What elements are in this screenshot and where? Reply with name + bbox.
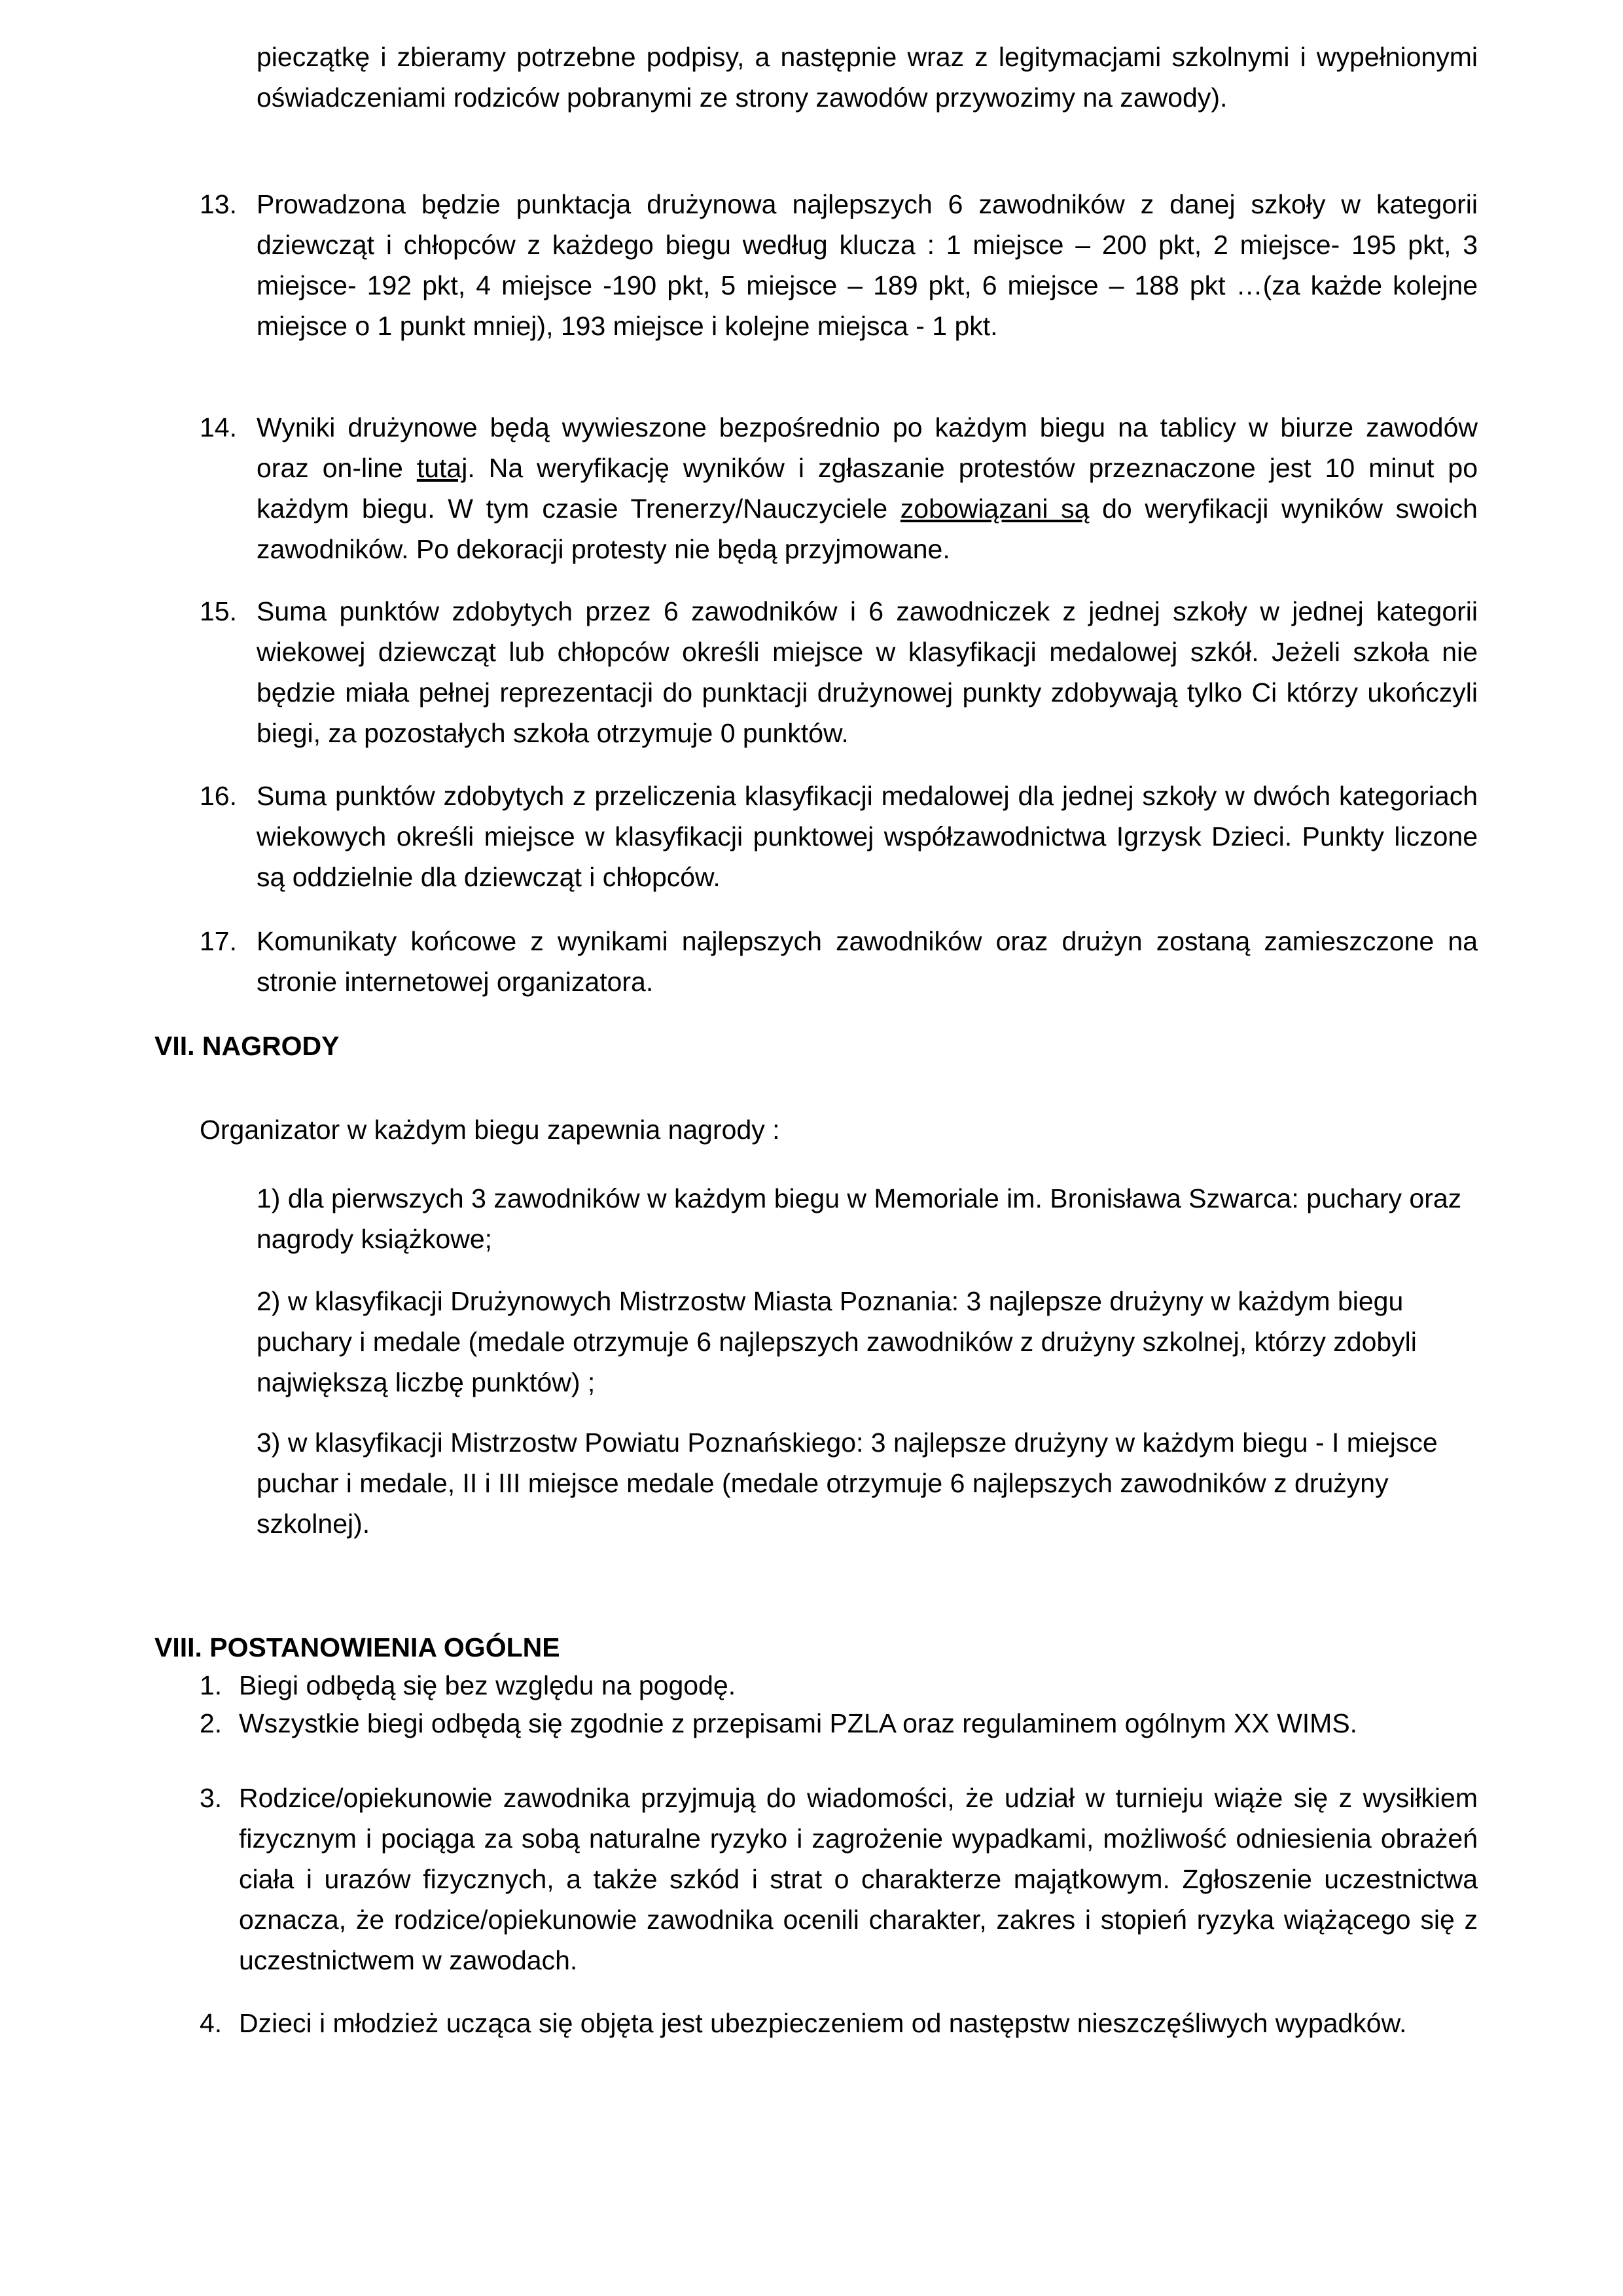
point-14: [200, 407, 1478, 569]
award-item-1: 1) dla pierwszych 3 zawodników w każdym biegu w Memoriale im. Bronisława Szwarca: puchary oraz nagrody książkowe;: [257, 1183, 1462, 1254]
point-15: [200, 591, 1478, 753]
point-17: [200, 921, 1478, 1002]
provision-text: Wszystkie biegi odbędą się zgodnie z przepisami PZLA oraz regulaminem ogólnym XX WIMS.: [239, 1708, 1358, 1738]
point-number: 13.: [200, 189, 237, 219]
provision-text: Rodzice/opiekunowie zawodnika przyjmują do wiadomości, że udział w turnieju wiąże się z wysiłkiem fizycznym i pociąga za sobą naturalne ryzyko i zagrożenie wypadkami, możliwość odniesienia obrażeń ciała i urazów fizycznych, a także szkód i strat o charakterze majątkowym. Zgłoszenie uczestnictwa oznacza, że rodzice/opiekunowie zawodnika ocenili charakter, zakres i stopień ryzyka wiążącego się z uczestnictwem w zawodach.: [239, 1783, 1478, 1975]
point-text-part: . Na weryfikację wyników i zgłaszanie protestów przeznaczone jest 10 minut po każdym biegu. W tym czasie Trenerzy/Nauczyciele: [257, 453, 1478, 524]
section-heading-nagrody: VII. NAGRODY: [154, 1031, 340, 1061]
point-16: [200, 776, 1478, 897]
provision-number: 3.: [200, 1783, 223, 1813]
provision-number: 1.: [200, 1670, 223, 1700]
point-text: Suma punktów zdobytych przez 6 zawodników i 6 zawodniczek z jednej szkoły w jednej kategorii wiekowej dziewcząt lub chłopców określi miejsce w klasyfikacji medalowej szkół. Jeżeli szkoła nie będzie miała pełnej reprezentacji do punktacji drużynowej punkty zdobywają tylko Ci którzy ukończyli biegi, za pozostałych szkoła otrzymuje 0 punktów.: [257, 596, 1478, 748]
provision-2: [200, 1703, 1478, 1744]
provision-3: [200, 1778, 1478, 1981]
provision-text: Dzieci i młodzież ucząca się objęta jest ubezpieczeniem od następstw nieszczęśliwych wypadków.: [239, 2008, 1407, 2038]
intro-paragraph: pieczątkę i zbieramy potrzebne podpisy, a następnie wraz z legitymacjami szkolnymi i wypełnionymi oświadczeniami rodziców pobranymi ze strony zawodów przywozimy na zawody).: [257, 42, 1478, 113]
point-number: 16.: [200, 781, 237, 811]
point-text: Suma punktów zdobytych z przeliczenia klasyfikacji medalowej dla jednej szkoły w dwóch kategoriach wiekowych określi miejsce w klasyfikacji punktowej współzawodnictwa Igrzysk Dzieci. Punkty liczone są oddzielnie dla dziewcząt i chłopców.: [257, 781, 1478, 892]
point-13: [200, 184, 1478, 346]
point-text: Komunikaty końcowe z wynikami najlepszych zawodników oraz drużyn zostaną zamieszczone na stronie internetowej organizatora.: [257, 926, 1478, 997]
point-text: [257, 407, 1478, 569]
awards-intro: Organizator w każdym biegu zapewnia nagrody :: [200, 1115, 780, 1145]
section-heading-postanowienia: VIII. POSTANOWIENIA OGÓLNE: [154, 1632, 560, 1662]
award-item-3: 3) w klasyfikacji Mistrzostw Powiatu Poznańskiego: 3 najlepsze drużyny w każdym biegu - I miejsce puchar i medale, II i III miejsce medale (medale otrzymuje 6 najlepszych zawodników z drużyny szkolnej).: [257, 1427, 1438, 1539]
point-text-part: Wyniki drużynowe będą wywieszone bezpośrednio po każdym biegu na tablicy w biurze zawodów oraz on-line: [257, 412, 1478, 483]
provision-1: [200, 1665, 1478, 1706]
provision-text: Biegi odbędą się bez względu na pogodę.: [239, 1670, 736, 1700]
provision-number: 4.: [200, 2008, 223, 2038]
point-number: 17.: [200, 926, 237, 956]
point-text: Prowadzona będzie punktacja drużynowa najlepszych 6 zawodników z danej szkoły w kategorii dziewcząt i chłopców z każdego biegu według klucza : 1 miejsce – 200 pkt, 2 miejsce- 195 pkt, 3 miejsce- 192 pkt, 4 miejsce -190 pkt, 5 miejsce – 189 pkt, 6 miejsce – 188 pkt …(za każde kolejne miejsce o 1 punkt mniej), 193 miejsce i kolejne miejsca - 1 pkt.: [257, 189, 1478, 341]
point-number: 14.: [200, 412, 237, 442]
results-link[interactable]: tutaj: [416, 453, 468, 483]
provision-4: [200, 2003, 1478, 2043]
provision-number: 2.: [200, 1708, 223, 1738]
underlined-phrase: zobowiązani są: [900, 493, 1090, 524]
award-item-2: 2) w klasyfikacji Drużynowych Mistrzostw Miasta Poznania: 3 najlepsze drużyny w każdym biegu puchary i medale (medale otrzymuje 6 najlepszych zawodników z drużyny szkolnej, którzy zdobyli największą liczbę punktów) ;: [257, 1286, 1417, 1397]
point-number: 15.: [200, 596, 237, 626]
point-text-part: do weryfikacji wyników swoich zawodników. Po dekoracji protesty nie będą przyjmowane.: [257, 493, 1478, 564]
